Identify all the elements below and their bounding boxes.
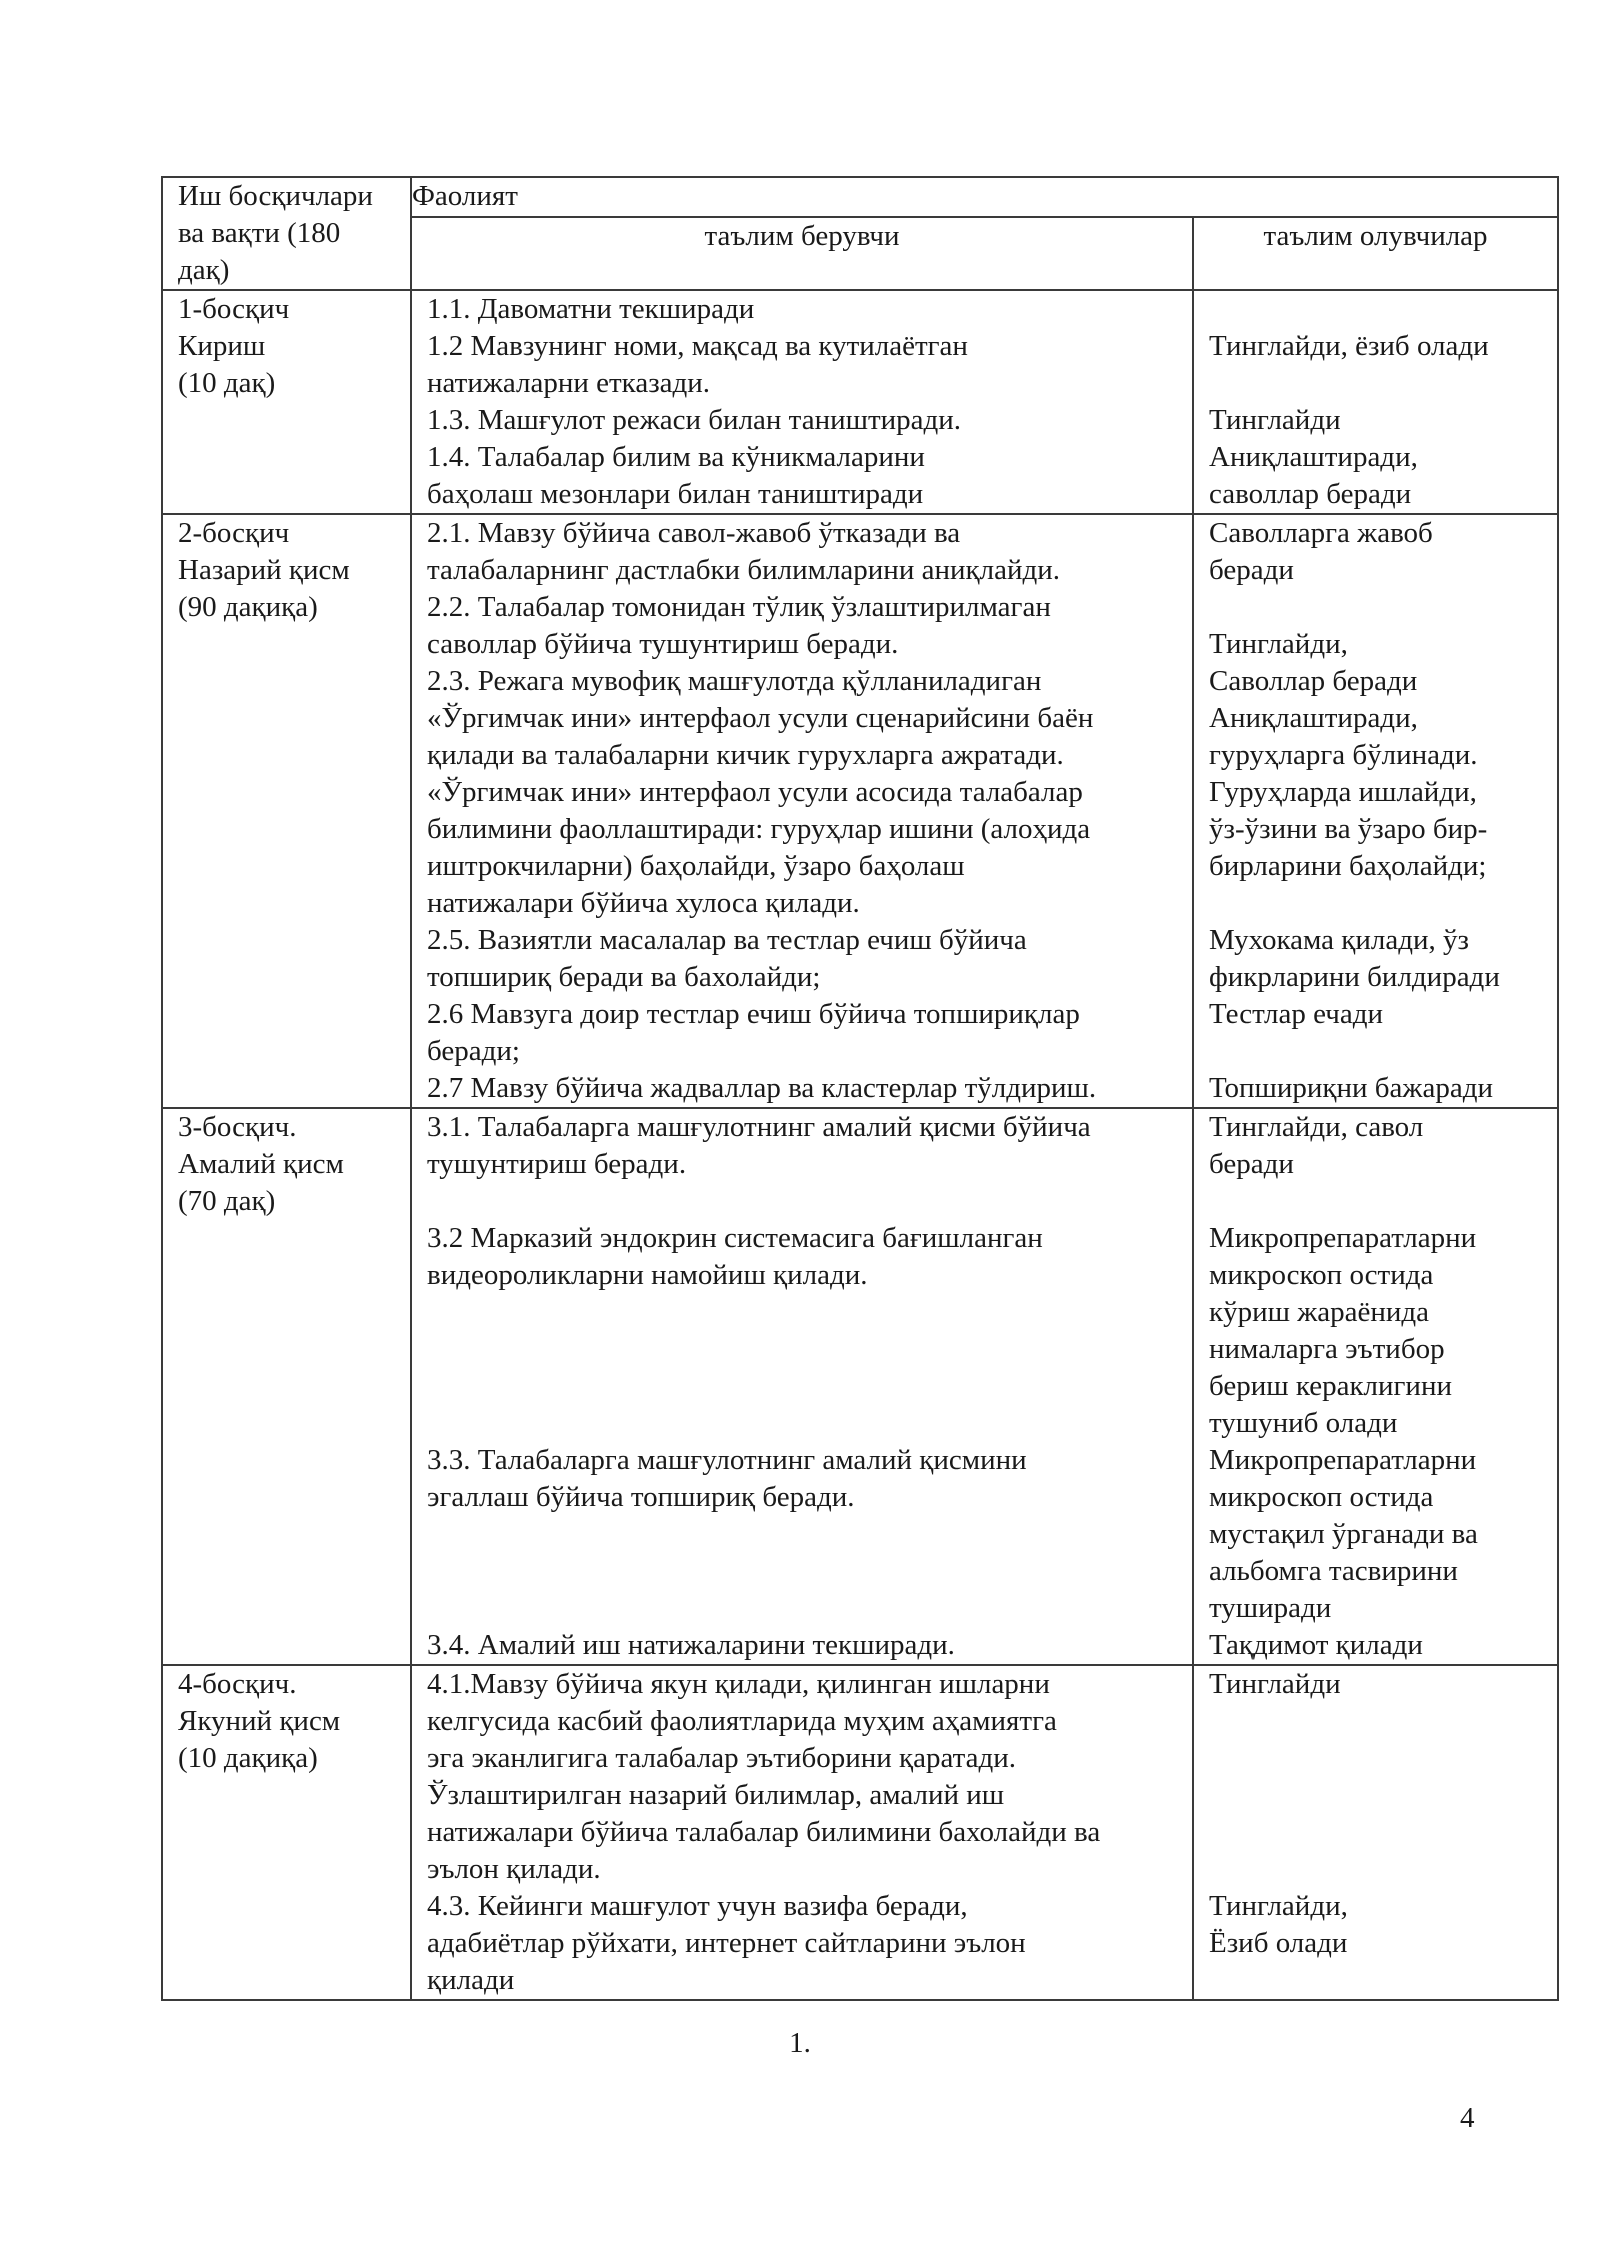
text-line: Тинглайди [1209, 404, 1341, 436]
text-line: беради; [427, 1035, 520, 1067]
blank-line [427, 1368, 1180, 1405]
text-line: эга эканлигига талабалар эътиборини қаратади. [427, 1742, 1017, 1774]
text-line: 1.3. Машғулот режаси билан таништиради. [427, 404, 962, 436]
student-cell [1193, 1108, 1558, 1665]
text-line: 1.4. Талабалар билим ва кўникмаларини [427, 441, 925, 473]
text-line: кўриш жараёнида [1209, 1296, 1430, 1328]
student-cell [1193, 290, 1558, 514]
text-line: Аниқлаштиради, [1209, 702, 1418, 734]
student-cell [1193, 514, 1558, 1108]
text-line: Ёзиб олади [1209, 1927, 1348, 1959]
blank-line [1209, 1851, 1545, 1888]
text-line: беради [1209, 1148, 1294, 1180]
text-line: талабаларнинг дастлабки билимларини аниқлайди. [427, 554, 1060, 586]
text-line: саволлар бўйича тушунтириш беради. [427, 628, 899, 660]
text-line: 3.3. Талабаларга машғулотнинг амалий қисмини [427, 1444, 1027, 1476]
text-line: (90 дақиқа) [178, 591, 318, 623]
text-line: Гуруҳларда ишлайди, [1209, 776, 1477, 808]
text-line: Саволлар беради [1209, 665, 1418, 697]
text-line: эълон қилади. [427, 1853, 601, 1885]
text-line: Саволларга жавоб [1209, 517, 1433, 549]
header-student: таълим олувчилар [1193, 217, 1558, 290]
text-line: келгусида касбий фаолиятларида муҳим аҳамиятга [427, 1705, 1057, 1737]
text-line: 1-босқич [178, 293, 290, 325]
text-line: баҳолаш мезонлари билан таништиради [427, 478, 924, 510]
text-line: 2.7 Мавзу бўйича жадваллар ва кластерлар тўлдириш. [427, 1072, 1097, 1104]
text-line: иштрокчиларни) баҳолайди, ўзаро баҳолаш [427, 850, 965, 882]
text-line: адабиётлар рўйхати, интернет сайтларини эълон [427, 1927, 1026, 1959]
blank-line [427, 1590, 1180, 1627]
blank-line [1209, 1962, 1545, 1999]
text-line: Тақдимот қилади [1209, 1629, 1423, 1661]
text-line: билимини фаоллаштиради: гуруҳлар ишини (алоҳида [427, 813, 1091, 845]
text-line: 2.3. Режага мувофиқ машғулотда қўлланиладиган [427, 665, 1042, 697]
text-line: топшириқ беради ва бахолайди; [427, 961, 821, 993]
text-line: мустақил ўрганади ва [1209, 1518, 1478, 1550]
text-line: фикрларини билдиради [1209, 961, 1500, 993]
text-line: Амалий қисм [178, 1148, 344, 1180]
text-line: Ўзлаштирилган назарий билимлар, амалий иш [427, 1779, 1005, 1811]
table-row-stage-3 [162, 1108, 1558, 1665]
text-line: гуруҳларга бўлинади. [1209, 739, 1478, 771]
blank-line [1209, 291, 1545, 328]
text-line: 3-босқич. [178, 1111, 297, 1143]
text-line: Тинглайди, [1209, 628, 1348, 660]
text-line: 3.2 Марказий эндокрин системасига бағишланган [427, 1222, 1043, 1254]
teacher-cell [411, 1665, 1193, 2000]
text-line: 4.3. Кейинги машғулот учун вазифа беради, [427, 1890, 968, 1922]
teacher-cell [411, 514, 1193, 1108]
text-line: ва вақти (180 [178, 217, 341, 249]
text-line: Иш босқичлари [178, 180, 373, 212]
text-line: 2.5. Вазиятли масалалар ва тестлар ечиш бўйича [427, 924, 1027, 956]
blank-line [427, 1553, 1180, 1590]
text-line: Назарий қисм [178, 554, 350, 586]
header-stage-lines [163, 178, 410, 289]
text-line: Кириш [178, 330, 266, 362]
text-line: 3.4. Амалий иш натижаларини текширади. [427, 1629, 955, 1661]
blank-line [427, 1516, 1180, 1553]
text-line: саволлар беради [1209, 478, 1412, 510]
text-line: Тестлар ечади [1209, 998, 1383, 1030]
text-line: ўз-ўзини ва ўзаро бир- [1209, 813, 1488, 845]
stage-cell [162, 290, 411, 514]
blank-line [1209, 1740, 1545, 1777]
blank-line [1209, 1777, 1545, 1814]
text-line: 1.2 Мавзунинг номи, мақсад ва кутилаётган [427, 330, 968, 362]
blank-line [427, 1405, 1180, 1442]
page-number: 4 [1460, 2102, 1475, 2134]
student-cell [1193, 1665, 1558, 2000]
text-line: Якуний қисм [178, 1705, 341, 1737]
text-line: қилади [427, 1964, 515, 1996]
text-line: 2.2. Талабалар томонидан тўлиқ ўзлаштирилмаган [427, 591, 1051, 623]
text-line: туширади [1209, 1592, 1332, 1624]
text-line: Тинглайди [1209, 1668, 1341, 1700]
text-line: тушуниб олади [1209, 1407, 1398, 1439]
header-teacher: таълим берувчи [411, 217, 1193, 290]
blank-line [1209, 365, 1545, 402]
blank-line [1209, 1033, 1545, 1070]
text-line: (10 дақиқа) [178, 1742, 318, 1774]
text-line: 4-босқич. [178, 1668, 297, 1700]
text-line: «Ўргимчак ини» интерфаол усули асосида талабалар [427, 776, 1083, 808]
text-line: Микропрепаратларни [1209, 1222, 1477, 1254]
text-line: альбомга тасвирини [1209, 1555, 1458, 1587]
text-line: 3.1. Талабаларга машғулотнинг амалий қисми бўйича [427, 1111, 1091, 1143]
header-row-top [162, 177, 1558, 217]
teacher-cell [411, 290, 1193, 514]
text-line: «Ўргимчак ини» интерфаол усули сценарийсини баён [427, 702, 1094, 734]
blank-line [1209, 1814, 1545, 1851]
blank-line [1209, 1703, 1545, 1740]
text-line: беради [1209, 554, 1294, 586]
table-row-stage-4 [162, 1665, 1558, 2000]
text-line: эгаллаш бўйича топшириқ беради. [427, 1481, 855, 1513]
blank-line [427, 1183, 1180, 1220]
table-row-stage-1 [162, 290, 1558, 514]
text-line: 4.1.Мавзу бўйича якун қилади, қилинган ишларни [427, 1668, 1050, 1700]
text-line: Аниқлаштиради, [1209, 441, 1418, 473]
stage-cell [162, 514, 411, 1108]
text-line: 2.6 Мавзуга доир тестлар ечиш бўйича топшириқлар [427, 998, 1080, 1030]
text-line: нималарга эътибор [1209, 1333, 1445, 1365]
text-line: (10 дақ) [178, 367, 276, 399]
blank-line [1209, 1183, 1545, 1220]
text-line: 1.1. Давоматни текширади [427, 293, 755, 325]
lesson-plan-table [161, 176, 1559, 2001]
blank-line [1209, 589, 1545, 626]
text-line: Тинглайди, [1209, 1890, 1348, 1922]
text-line: 2.1. Мавзу бўйича савол-жавоб ўтказади ва [427, 517, 961, 549]
text-line: Тинглайди, савол [1209, 1111, 1424, 1143]
text-line: Тинглайди, ёзиб олади [1209, 330, 1489, 362]
text-line: бирларини баҳолайди; [1209, 850, 1487, 882]
text-line: натижалари бўйича талабалар билимини бахолайди ва [427, 1816, 1101, 1848]
text-line: микроскоп остида [1209, 1259, 1434, 1291]
text-line: 2-босқич [178, 517, 290, 549]
text-line: (70 дақ) [178, 1185, 276, 1217]
text-line: Мухокама қилади, ўз [1209, 924, 1469, 956]
table-row-stage-2 [162, 514, 1558, 1108]
text-line: натижаларни етказади. [427, 367, 711, 399]
blank-line [427, 1331, 1180, 1368]
list-marker: 1. [789, 2027, 811, 2059]
text-line: дақ) [178, 254, 230, 286]
blank-line [1209, 885, 1545, 922]
header-activity: Фаолият [411, 177, 1558, 217]
text-line: Топшириқни бажаради [1209, 1072, 1493, 1104]
text-line: видеороликларни намойиш қилади. [427, 1259, 868, 1291]
text-line: Микропрепаратларни [1209, 1444, 1477, 1476]
header-stage-cell [162, 177, 411, 290]
text-line: қилади ва талабаларни кичик гурухларга ажратади. [427, 739, 1064, 771]
stage-cell [162, 1665, 411, 2000]
text-line: натижалари бўйича хулоса қилади. [427, 887, 860, 919]
stage-cell [162, 1108, 411, 1665]
teacher-cell [411, 1108, 1193, 1665]
blank-line [427, 1294, 1180, 1331]
text-line: тушунтириш беради. [427, 1148, 687, 1180]
text-line: микроскоп остида [1209, 1481, 1434, 1513]
text-line: бериш кераклигини [1209, 1370, 1452, 1402]
